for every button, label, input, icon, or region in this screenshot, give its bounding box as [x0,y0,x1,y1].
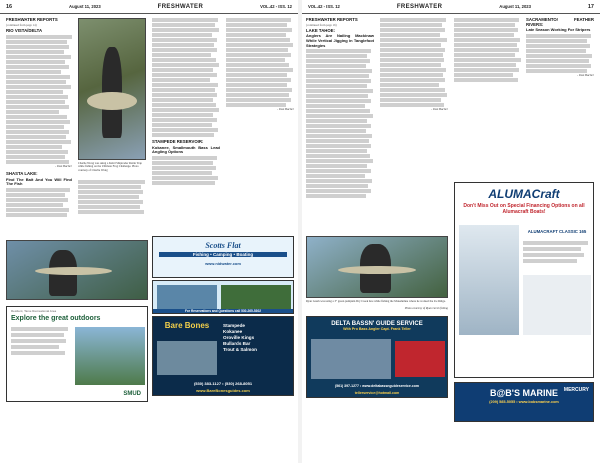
text-line-placeholder [6,85,71,89]
bobs-marine-ad [454,382,594,422]
text-line-placeholder [152,118,217,122]
scotts-flat-ad [152,236,294,278]
text-line-placeholder [380,18,446,22]
text-line-placeholder [526,64,591,68]
text-line-placeholder [152,33,212,37]
text-line-placeholder [306,139,369,143]
text-line-placeholder [306,144,371,148]
scotts-flat-subtitle: Fishing • Camping • Boating [159,252,287,257]
delta-bassn-photo [311,339,391,379]
bare-bones-ad [152,316,294,396]
nid-reservation-line: For Reservations and Questions call 530-265-5302 [153,309,293,313]
species-item: Stampede [223,323,245,328]
text-line-placeholder [6,80,66,84]
explore-ad-title: Explore the great outdoors [11,315,101,322]
text-line-placeholder [380,23,442,27]
explore-ad-subtitle: Resilient, Tame Recreational Area [11,309,57,313]
text-line-placeholder [306,84,367,88]
shasta-headline: Find The Bait And You Will Find The Fish [6,176,72,187]
text-line-placeholder [380,28,445,32]
text-line-placeholder [152,181,215,185]
text-line-placeholder [454,43,517,47]
text-line-placeholder [380,38,447,42]
angler-photo-bottom-left [6,240,148,300]
continued-note-left: (continued from page 14) [6,22,37,27]
text-line-placeholder [523,253,584,257]
text-line-placeholder [380,98,441,102]
bare-bones-website: www.BareBonesguides.com [196,388,250,393]
text-line-placeholder [454,58,521,62]
scotts-flat-title: Scotts Flat [205,241,241,250]
text-line-placeholder [306,134,372,138]
left-column-2-text [78,180,146,220]
text-line-placeholder [380,88,445,92]
left-column-4 [226,18,294,233]
left-page-header [0,0,298,14]
angler-photo-right [306,236,448,298]
text-line-placeholder [152,133,214,137]
text-line-placeholder [6,70,61,74]
text-line-placeholder [6,135,66,139]
alumacraft-model: ALUMACRAFT CLASSIC 165 [527,229,587,234]
text-line-placeholder [226,73,287,77]
freshwater-reports-heading-left: FRESHWATER REPORTS [6,18,58,22]
text-line-placeholder [306,74,369,78]
text-line-placeholder [152,93,217,97]
text-line-placeholder [152,108,219,112]
text-line-placeholder [526,44,590,48]
text-line-placeholder [6,45,69,49]
alumacraft-ad [454,182,594,378]
text-line-placeholder [306,124,371,128]
text-line-placeholder [152,53,211,57]
text-line-placeholder [454,18,519,22]
text-line-placeholder [152,171,212,175]
explore-ad-text [11,327,71,385]
page-gutter [298,0,302,463]
text-line-placeholder [523,247,581,251]
left-header-volume: VOL.42 - ISS. 12 [260,4,292,9]
text-line-placeholder [152,78,210,82]
species-item: Kokanee [223,329,243,334]
text-line-placeholder [526,39,587,43]
text-line-placeholder [6,208,69,212]
text-line-placeholder [306,174,365,178]
stampede-byline: - Dan Bacher [277,107,294,111]
text-line-placeholder [78,180,145,184]
text-line-placeholder [380,73,443,77]
text-line-placeholder [306,129,366,133]
alumacraft-boat-photo [459,225,519,335]
text-line-placeholder [11,345,59,349]
freshwater-reports-heading-right: FRESHWATER REPORTS [306,18,358,22]
text-line-placeholder [454,38,520,42]
text-line-placeholder [226,18,291,22]
text-line-placeholder [306,184,368,188]
lake-photo [157,285,217,309]
lake-tahoe-headline: Anglers Are Nailing Mackinaw While Vertical Jigging in Tanglefoot Strategies [306,33,374,48]
right-header-paper: FRESHWATER [396,3,443,10]
text-line-placeholder [306,164,367,168]
text-line-placeholder [6,150,68,154]
explore-outdoors-ad [6,306,148,402]
text-line-placeholder [526,69,587,73]
species-item: Trout & Salmon [223,347,257,352]
text-line-placeholder [306,94,368,98]
text-line-placeholder [226,68,293,72]
text-line-placeholder [226,43,293,47]
text-line-placeholder [226,58,285,62]
angler-photo-left [78,18,146,160]
text-line-placeholder [226,53,291,57]
text-line-placeholder [11,327,68,331]
text-line-placeholder [152,161,213,165]
text-line-placeholder [454,48,519,52]
text-line-placeholder [306,99,371,103]
text-line-placeholder [226,23,287,27]
species-item: Oroville Kings [223,335,255,340]
smud-logo: SMUD [123,391,141,397]
text-line-placeholder [6,35,72,39]
text-line-placeholder [6,115,67,119]
text-line-placeholder [526,49,586,53]
text-line-placeholder [78,210,144,214]
text-line-placeholder [6,100,65,104]
text-line-placeholder [6,130,69,134]
page-number-right: 17 [587,3,594,10]
text-line-placeholder [152,103,216,107]
right-header-date: August 11, 2023 [499,4,531,9]
sacramento-heading: SACRAMENTO/ FEATHER RIVERS: [526,18,594,27]
right-header-volume: VOL.42 - ISS. 12 [308,4,340,9]
text-line-placeholder [152,38,217,42]
text-line-placeholder [152,88,215,92]
left-column-1 [6,18,72,248]
text-line-placeholder [152,176,218,180]
stampede-heading: STAMPEDE RESERVOIR: [152,139,204,144]
text-line-placeholder [6,95,68,99]
text-line-placeholder [380,48,445,52]
text-line-placeholder [6,50,64,54]
text-line-placeholder [306,59,370,63]
text-line-placeholder [78,205,140,209]
text-line-placeholder [6,213,67,217]
text-line-placeholder [6,75,70,79]
text-line-placeholder [523,241,588,245]
text-line-placeholder [306,114,373,118]
text-line-placeholder [226,33,286,37]
left-header-date: August 11, 2023 [69,4,101,9]
bare-bones-photo [157,341,217,375]
text-line-placeholder [380,93,447,97]
nid-reservations-ad [152,280,294,314]
rio-vista-heading: RIO VISTA/DELTA [6,27,43,33]
photo-caption-left: Charlie Wong was using a Kahrl Shiptrader Rattle Trap while fishing on the Ultimate Frog Challenge. Photo courtesy of Charlie Wong [78,161,142,172]
text-line-placeholder [152,68,213,72]
text-line-placeholder [6,65,69,69]
nid-website: www.nidwater.com [205,261,241,266]
text-line-placeholder [226,78,291,82]
text-line-placeholder [454,73,513,77]
text-line-placeholder [306,179,372,183]
text-line-placeholder [152,123,212,127]
text-line-placeholder [152,166,216,170]
text-line-placeholder [6,155,65,159]
fish-shape [35,267,112,275]
rio-vista-byline: - Dan Bacher [55,164,72,169]
text-line-placeholder [526,54,592,58]
text-line-placeholder [380,53,443,57]
text-line-placeholder [6,140,71,144]
text-line-placeholder [306,49,371,53]
text-line-placeholder [6,160,69,164]
text-line-placeholder [6,40,67,44]
text-line-placeholder [380,33,440,37]
text-line-placeholder [380,43,441,47]
text-line-placeholder [6,120,70,124]
text-line-placeholder [226,98,291,102]
text-line-placeholder [11,339,66,343]
fish-shape [338,266,416,274]
book-early-badge[interactable] [395,341,445,377]
text-line-placeholder [6,125,64,129]
lake-tahoe-byline: - Dan Bacher [431,107,448,111]
continued-note-right: (continued from page 16) [306,22,337,27]
bare-bones-phone: (530) 383-1127 • (530) 268-8051 [193,381,253,386]
text-line-placeholder [306,194,366,198]
text-line-placeholder [6,60,65,64]
text-line-placeholder [78,190,143,194]
text-line-placeholder [306,159,373,163]
text-line-placeholder [152,128,218,132]
bobs-marine-phone: (209) 585-5055 • www.bobsmarine.com [489,400,559,404]
text-line-placeholder [454,63,516,67]
text-line-placeholder [78,185,141,189]
text-line-placeholder [526,59,589,63]
text-line-placeholder [306,109,370,113]
species-item: Bullards Bar [223,341,251,346]
shasta-heading: SHASTA LAKE: [6,171,38,177]
text-line-placeholder [454,23,515,27]
text-line-placeholder [152,58,216,62]
text-line-placeholder [306,154,370,158]
text-line-placeholder [6,105,69,109]
text-line-placeholder [306,69,372,73]
text-line-placeholder [152,98,213,102]
text-line-placeholder [78,200,143,204]
text-line-placeholder [306,54,367,58]
fish-shape [87,92,137,110]
text-line-placeholder [152,23,215,27]
text-line-placeholder [306,119,367,123]
text-line-placeholder [6,198,68,202]
text-line-placeholder [306,89,373,93]
text-line-placeholder [152,48,217,52]
text-line-placeholder [454,53,515,57]
sacramento-byline: - Dan Bacher [577,72,594,77]
text-line-placeholder [152,83,218,87]
text-line-placeholder [152,18,218,22]
text-line-placeholder [226,83,287,87]
text-line-placeholder [380,83,439,87]
text-line-placeholder [152,28,219,32]
text-line-placeholder [380,78,445,82]
text-line-placeholder [226,93,289,97]
left-column-3 [152,18,220,233]
text-line-placeholder [380,63,441,67]
photo-caption-right: Ryan Gresh was using a 3" green pumpkin Dry Creek lure while fishing the Mokelumne where he worked the Ice Ridge. [306,299,446,303]
text-line-placeholder [6,55,71,59]
text-line-placeholder [78,195,139,199]
text-line-placeholder [380,58,444,62]
text-line-placeholder [226,28,292,32]
bare-bones-species-list [223,323,257,353]
text-line-placeholder [152,73,217,77]
bare-bones-title: Bare Bones [164,321,210,330]
text-line-placeholder [306,169,371,173]
text-line-placeholder [152,113,213,117]
text-line-placeholder [306,64,366,68]
text-line-placeholder [454,33,514,37]
text-line-placeholder [306,104,365,108]
delta-bassn-email: tellerservice@hotmail.com [354,391,400,395]
text-line-placeholder [306,79,371,83]
mercury-logo: MERCURY [563,387,589,393]
text-line-placeholder [454,78,518,82]
text-line-placeholder [6,193,65,197]
text-line-placeholder [11,333,64,337]
right-column-2 [380,18,448,233]
alumacraft-specs [523,241,591,265]
sacramento-headline: Late Season Working For Stripers [526,27,591,33]
photo-credit-right: Photo courtesy of Ryan Gresh fishing [404,306,448,310]
text-line-placeholder [380,68,446,72]
bobs-marine-logo: B@B'S MARINE [490,388,558,398]
alumacraft-tagline: Don't Miss Out on Special Financing Options on all Alumacraft Boats! [463,203,585,215]
delta-bassn-phone: (561) 397-1277 • www.deltabassnguideservice.com [335,384,419,388]
text-line-placeholder [226,38,290,42]
right-column-1 [306,18,374,248]
text-line-placeholder [6,188,70,192]
right-page-header [302,0,600,14]
text-line-placeholder [306,149,367,153]
text-line-placeholder [226,48,288,52]
delta-bassn-ad [306,316,448,398]
delta-bassn-subtitle: With Pro Bass Angler Capt. Frank Teller [343,327,411,331]
text-line-placeholder [226,63,289,67]
text-line-placeholder [6,203,63,207]
text-line-placeholder [11,351,65,355]
text-line-placeholder [454,68,519,72]
alumacraft-logo: ALUMACraft [488,187,560,201]
text-line-placeholder [523,259,577,263]
text-line-placeholder [152,63,219,67]
text-line-placeholder [454,28,518,32]
page-number-left: 16 [6,3,13,10]
left-header-paper: FRESHWATER [157,3,204,10]
text-line-placeholder [6,90,63,94]
text-line-placeholder [152,156,217,160]
right-column-3 [454,18,594,178]
text-line-placeholder [152,43,214,47]
text-line-placeholder [306,189,371,193]
stampede-headline: Kokanee, Smallmouth Bass Lead Angling Options [152,144,220,155]
text-line-placeholder [226,103,286,107]
text-line-placeholder [6,145,62,149]
text-line-placeholder [380,103,444,107]
delta-bassn-title: DELTA BASSN' GUIDE SERVICE [331,321,423,327]
campground-photo [221,285,291,309]
text-line-placeholder [526,34,591,38]
lake-tahoe-heading: LAKE TAHOE: [306,27,336,33]
text-line-placeholder [226,88,292,92]
explore-ad-landscape [75,327,145,385]
alumacraft-interior-photo [523,275,591,335]
text-line-placeholder [6,110,59,114]
